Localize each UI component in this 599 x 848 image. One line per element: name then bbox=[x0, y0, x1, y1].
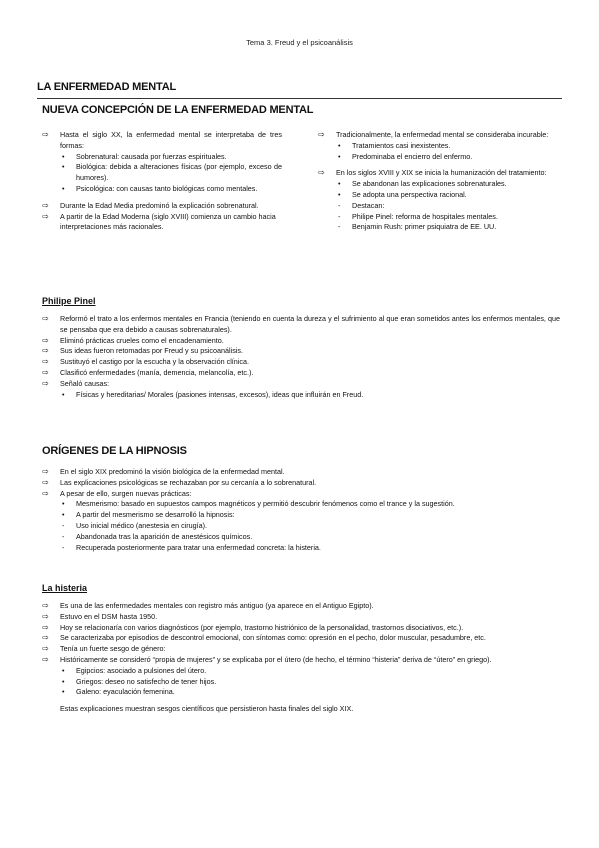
bullet-icon: • bbox=[62, 687, 65, 697]
list-item: ⇨ Tenía un fuerte sesgo de género: bbox=[42, 644, 166, 654]
list-item: • Se abandonan las explicaciones sobrenaturales. bbox=[338, 179, 507, 189]
list-item: • Se adopta una perspectiva racional. bbox=[338, 189, 467, 199]
arrow-icon: ⇨ bbox=[42, 488, 49, 498]
list-item: ⇨ A partir de la Edad Moderna (siglo XVIII) comienza un cambio hacia interpretaciones más racionales. bbox=[42, 211, 276, 232]
dash-icon: - bbox=[338, 211, 341, 221]
arrow-icon: ⇨ bbox=[42, 130, 49, 139]
section-heading-hipnosis: ORÍGENES DE LA HIPNOSIS bbox=[42, 445, 187, 457]
list-item: ⇨ Tradicionalmente, la enfermedad mental se consideraba incurable: bbox=[318, 130, 549, 139]
dash-icon: - bbox=[338, 222, 341, 232]
page-header: Tema 3. Freud y el psicoanálisis bbox=[246, 38, 353, 47]
left-column bbox=[42, 130, 282, 233]
bullet-icon: • bbox=[62, 162, 65, 172]
arrow-icon: ⇨ bbox=[318, 168, 325, 178]
list-item: • Biológica: debida a alteraciones físicas (por ejemplo, exceso de humores). bbox=[62, 162, 282, 183]
bullet-icon: • bbox=[62, 676, 65, 686]
bullet-icon: • bbox=[62, 510, 65, 520]
list-item: ⇨ Se caracterizaba por episodios de descontrol emocional, con síntomas como: opresión en el pecho, dolor muscular, pesadumbre, etc. bbox=[42, 633, 486, 643]
arrow-icon: ⇨ bbox=[42, 611, 49, 621]
list-item: - Abandonada tras la aparición de anestésicos químicos. bbox=[62, 531, 253, 541]
arrow-icon: ⇨ bbox=[42, 200, 49, 210]
list-item: ⇨ Históricamente se consideró “propia de mujeres” y se explicaba por el útero (de hecho, el término “histeria” deriva de “útero” en griego). bbox=[42, 654, 492, 664]
histeria-list bbox=[42, 601, 560, 715]
list-item: • A partir del mesmerismo se desarrolló la hipnosis: bbox=[62, 510, 235, 520]
arrow-icon: ⇨ bbox=[42, 654, 49, 664]
list-item: • Predominaba el encierro del enfermo. bbox=[338, 151, 473, 161]
list-item: • Sobrenatural: causada por fuerzas espirituales. bbox=[62, 151, 227, 161]
list-item: ⇨ Eliminó prácticas crueles como el encadenamiento. bbox=[42, 335, 224, 345]
title-text: LA ENFERMEDAD MENTAL bbox=[37, 81, 176, 93]
list-item: ⇨ Clasificó enfermedades (manía, demencia, melancolía, etc.). bbox=[42, 367, 254, 377]
arrow-icon: ⇨ bbox=[42, 335, 49, 345]
arrow-icon: ⇨ bbox=[42, 367, 49, 377]
bullet-icon: • bbox=[338, 151, 341, 161]
bullet-icon: • bbox=[62, 183, 65, 193]
bullet-icon: • bbox=[338, 140, 341, 150]
arrow-icon: ⇨ bbox=[318, 130, 325, 139]
list-item: ⇨ Hasta el siglo XX, la enfermedad mental se interpretaba de tres formas: bbox=[42, 130, 282, 150]
list-item: ⇨ En el siglo XIX predominó la visión biológica de la enfermedad mental. bbox=[42, 467, 285, 476]
closing-note: Estas explicaciones muestran sesgos científicos que persistieron hasta finales del siglo XIX. bbox=[60, 704, 354, 714]
right-column bbox=[318, 130, 558, 233]
document-title bbox=[37, 79, 562, 99]
arrow-icon: ⇨ bbox=[42, 467, 49, 476]
list-item: - Destacan: bbox=[338, 200, 385, 210]
arrow-icon: ⇨ bbox=[42, 314, 49, 323]
dash-icon: - bbox=[62, 531, 65, 541]
list-item: • Mesmerismo: basado en supuestos campos magnéticos y permitió descubrir fenómenos como el trance y la sugestión. bbox=[62, 499, 455, 509]
list-item: • Físicas y hereditarias/ Morales (pasiones intensas, excesos), ideas que influirán en Freud. bbox=[62, 389, 364, 399]
list-item: • Egipcios: asociado a pulsiones del útero. bbox=[62, 665, 207, 675]
arrow-icon: ⇨ bbox=[42, 633, 49, 643]
arrow-icon: ⇨ bbox=[42, 346, 49, 356]
arrow-icon: ⇨ bbox=[42, 601, 49, 610]
dash-icon: - bbox=[62, 542, 65, 552]
list-item: ⇨ Sus ideas fueron retomadas por Freud y su psicoanálisis. bbox=[42, 346, 243, 356]
list-item: - Uso inicial médico (anestesia en cirugía). bbox=[62, 520, 208, 530]
section-heading-histeria: La histeria bbox=[42, 583, 88, 593]
list-item: • Griegos: deseo no satisfecho de tener hijos. bbox=[62, 676, 217, 686]
hipnosis-list bbox=[42, 467, 560, 553]
bullet-icon: • bbox=[62, 151, 65, 161]
list-item: ⇨ Las explicaciones psicológicas se rechazaban por su cercanía a lo sobrenatural. bbox=[42, 477, 317, 487]
arrow-icon: ⇨ bbox=[42, 644, 49, 654]
list-item: - Benjamin Rush: primer psiquiatra de EE. UU. bbox=[338, 222, 497, 232]
bullet-icon: • bbox=[338, 179, 341, 189]
arrow-icon: ⇨ bbox=[42, 378, 49, 388]
list-item: ⇨ Señaló causas: bbox=[42, 378, 110, 388]
bullet-icon: • bbox=[62, 499, 65, 509]
list-item: - Recuperada posteriormente para tratar una enfermedad concreta: la histeria. bbox=[62, 542, 321, 552]
section-heading-nueva-concepcion: NUEVA CONCEPCIÓN DE LA ENFERMEDAD MENTAL bbox=[42, 104, 314, 116]
list-item: ⇨ En los siglos XVIII y XIX se inicia la humanización del tratamiento: bbox=[318, 168, 547, 178]
bullet-icon: • bbox=[338, 189, 341, 199]
list-item: ⇨ Estuvo en el DSM hasta 1950. bbox=[42, 611, 158, 621]
list-item: - Philipe Pinel: reforma de hospitales mentales. bbox=[338, 211, 498, 221]
section-heading-pinel: Philipe Pinel bbox=[42, 296, 96, 306]
arrow-icon: ⇨ bbox=[42, 211, 49, 221]
arrow-icon: ⇨ bbox=[42, 477, 49, 487]
list-item: • Psicológica: con causas tanto biológicas como mentales. bbox=[62, 183, 258, 193]
list-item: ⇨ Reformó el trato a los enfermos mentales en Francia (teniendo en cuenta la dureza y el sufrimiento al que eran sometidos antes los enfermos mentales, que se pensaba que era debido a causas sobrenaturales). bbox=[42, 314, 560, 334]
dash-icon: - bbox=[338, 200, 341, 210]
pinel-list bbox=[42, 314, 560, 400]
list-item: • Galeno: eyaculación femenina. bbox=[62, 687, 175, 697]
list-item: ⇨ Sustituyó el castigo por la escucha y la observación clínica. bbox=[42, 357, 249, 367]
list-item: • Tratamientos casi inexistentes. bbox=[338, 140, 451, 150]
bullet-icon: • bbox=[62, 389, 65, 399]
arrow-icon: ⇨ bbox=[42, 357, 49, 367]
bullet-icon: • bbox=[62, 665, 65, 675]
list-item: ⇨ A pesar de ello, surgen nuevas prácticas: bbox=[42, 488, 192, 498]
dash-icon: - bbox=[62, 520, 65, 530]
arrow-icon: ⇨ bbox=[42, 622, 49, 632]
list-item: ⇨ Es una de las enfermedades mentales con registro más antiguo (ya aparece en el Antiguo Egipto). bbox=[42, 601, 374, 610]
list-item: ⇨ Hoy se relacionaría con varios diagnósticos (por ejemplo, trastorno histriónico de la personalidad, trastornos disociativos, etc.). bbox=[42, 622, 464, 632]
list-item: ⇨ Durante la Edad Media predominó la explicación sobrenatural. bbox=[42, 200, 259, 210]
